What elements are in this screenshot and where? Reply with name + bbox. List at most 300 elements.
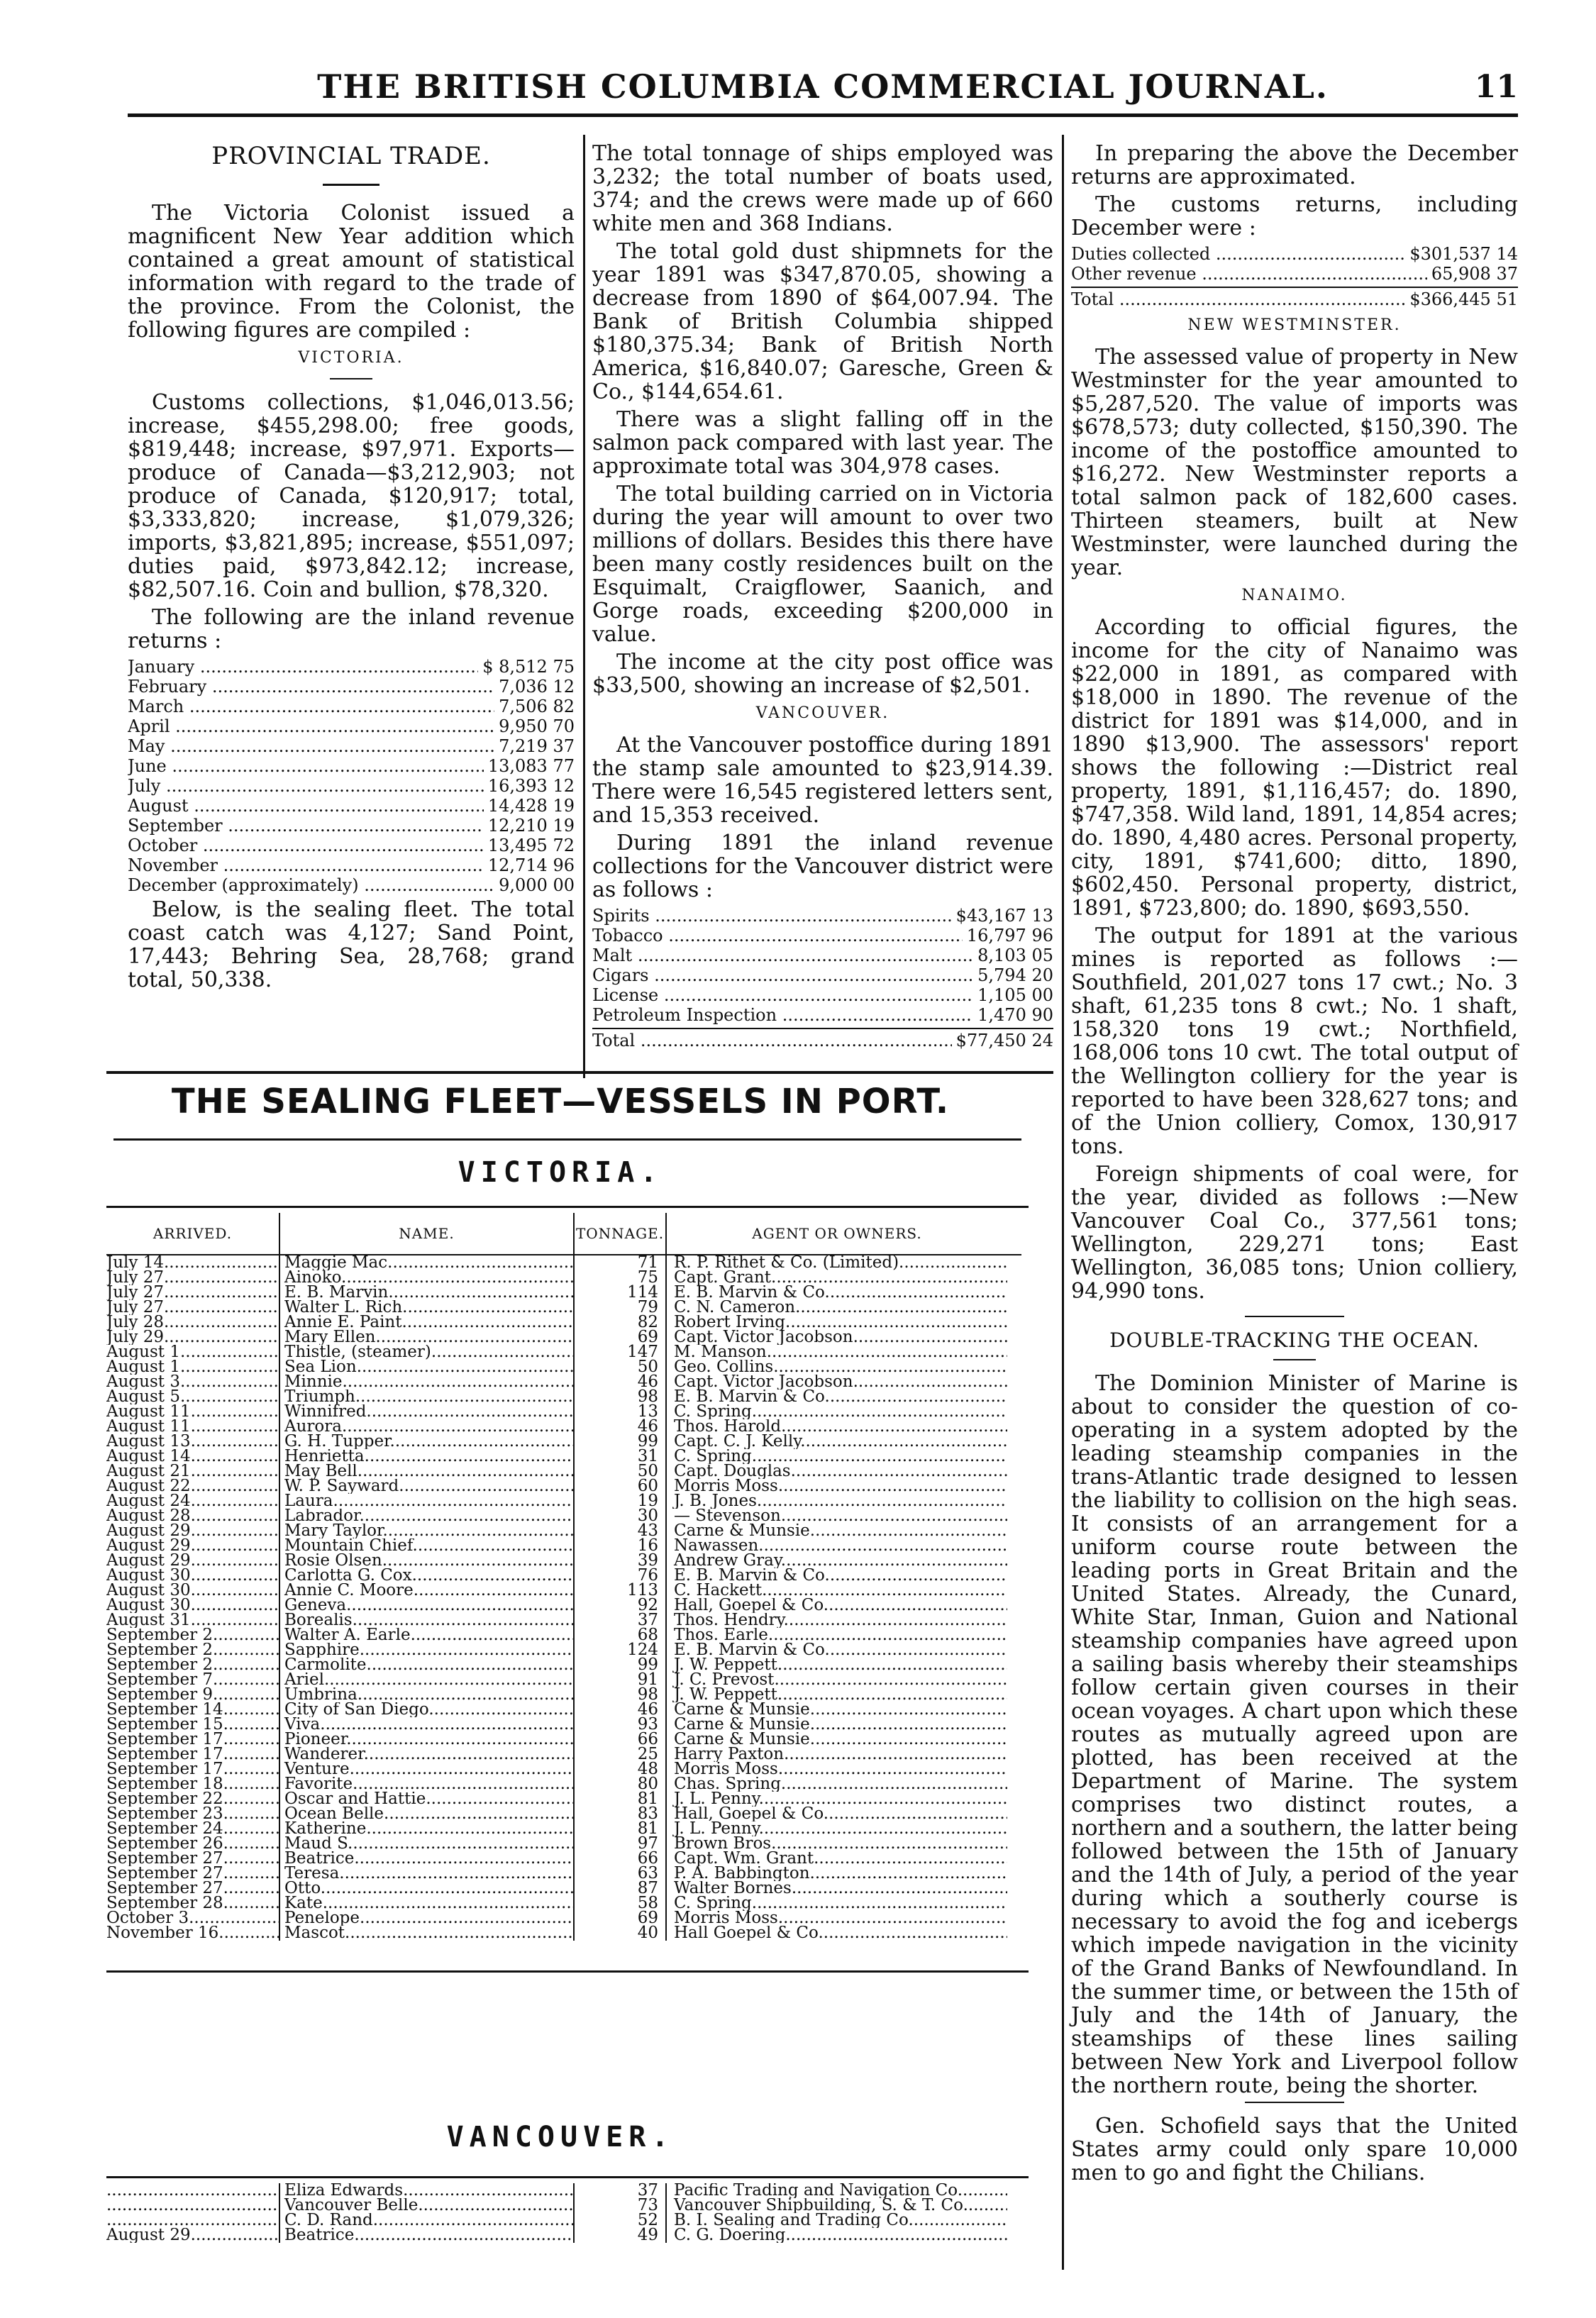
cell-arrived-text: July 27 ..... <box>106 1270 280 1285</box>
cell-agent-text: Morris Moss ..... <box>674 1479 1007 1494</box>
cell-agent-text: C. Spring ..... <box>674 1404 1007 1419</box>
cell-tonnage-text: 93 <box>637 1715 658 1734</box>
cell-vessel-name-text: Borealis ..... <box>284 1613 575 1628</box>
cell-agent <box>667 1851 1007 1866</box>
cell-arrived <box>106 1762 280 1777</box>
cell-tonnage-text: 99 <box>637 1656 658 1674</box>
cell-vessel-name-text: Maggie Mac ..... <box>284 1255 575 1270</box>
cell-arrived <box>106 1777 280 1792</box>
cell-vessel-name-text: Otto ..... <box>284 1881 575 1896</box>
cell-tonnage-text: 37 <box>637 1611 658 1629</box>
revenue-amount: 12,210 19 <box>487 816 575 836</box>
cell-tonnage-text: 98 <box>637 1685 658 1704</box>
vancouver-rows <box>106 2183 1021 2243</box>
cell-vessel-name <box>280 1881 575 1896</box>
cell-vessel-name <box>280 1821 575 1836</box>
cell-arrived-text: August 21 ..... <box>106 1464 280 1479</box>
cell-vessel-name-text: Mary Ellen ..... <box>284 1330 575 1345</box>
cell-vessel-name-text: Rosie Olsen ..... <box>284 1553 575 1568</box>
cell-agent-text: Nawassen ..... <box>674 1538 1007 1553</box>
cell-vessel-name <box>280 1851 575 1866</box>
cell-agent <box>667 1911 1007 1926</box>
table-row <box>106 1449 1021 1464</box>
cell-agent <box>667 1777 1007 1792</box>
cell-vessel-name-text: City of San Diego ..... <box>284 1702 575 1717</box>
cell-agent <box>667 1345 1007 1360</box>
cell-tonnage-text: 87 <box>637 1879 658 1897</box>
revenue-label: October ..... <box>128 836 484 855</box>
cell-arrived-text: July 27 ..... <box>106 1285 280 1300</box>
cell-arrived-text <box>106 2198 280 2213</box>
cell-arrived <box>106 1851 280 1866</box>
cell-vessel-name <box>280 2198 575 2213</box>
revenue-amount: 7,506 82 <box>499 697 575 716</box>
cell-arrived-text: August 13 ..... <box>106 1434 280 1449</box>
cell-agent <box>667 1553 1007 1568</box>
cell-arrived-text: July 28 ..... <box>106 1315 280 1330</box>
cell-agent-text: E. B. Marvin & Co. ..... <box>674 1643 1007 1658</box>
cell-tonnage-text: 50 <box>637 1462 658 1480</box>
victoria-label: VICTORIA. <box>458 1156 663 1189</box>
table-row <box>106 1553 1021 1568</box>
cell-agent <box>667 1866 1007 1881</box>
cell-arrived <box>106 1687 280 1702</box>
cell-agent <box>667 1807 1007 1821</box>
cell-vessel-name-text: Thistle, (steamer) ..... <box>284 1345 575 1360</box>
cell-tonnage-text: 43 <box>637 1521 658 1540</box>
cell-vessel-name-text: Winnifred ..... <box>284 1404 575 1419</box>
revenue-amount: 13,083 77 <box>487 756 575 776</box>
revenue-label: March ..... <box>128 697 494 716</box>
cell-arrived <box>106 1449 280 1464</box>
cell-arrived-text: September 18 ..... <box>106 1777 280 1792</box>
cell-vessel-name-text: Carlotta G. Cox ..... <box>284 1568 575 1583</box>
cell-arrived-text: August 3 ..... <box>106 1375 280 1390</box>
table-row <box>106 1762 1021 1777</box>
cell-arrived-text: August 31 ..... <box>106 1613 280 1628</box>
cell-vessel-name <box>280 1866 575 1881</box>
cell-arrived <box>106 1464 280 1479</box>
cell-agent-text: — Stevenson ..... <box>674 1509 1007 1524</box>
column-divider-1 <box>583 135 585 1078</box>
table-row <box>106 1360 1021 1375</box>
cell-tonnage-text: 30 <box>637 1507 658 1525</box>
cell-vessel-name <box>280 1494 575 1509</box>
cell-arrived-text: July 29 ..... <box>106 1330 280 1345</box>
cell-agent <box>667 1375 1007 1390</box>
cell-tonnage-text: 99 <box>637 1432 658 1451</box>
cell-agent-text: Pacific Trading and Navigation Co ..... <box>674 2183 1007 2198</box>
cell-agent-text: Vancouver Shipbuilding, S. & T. Co. ..... <box>674 2198 1007 2213</box>
column-header-name: NAME. <box>280 1213 575 1254</box>
table-row <box>106 1777 1021 1792</box>
cell-vessel-name <box>280 1434 575 1449</box>
cell-agent-text: Thos. Harold ..... <box>674 1419 1007 1434</box>
cell-arrived-text: October 3 ..... <box>106 1911 280 1926</box>
cell-vessel-name-text: Sapphire ..... <box>284 1643 575 1658</box>
revenue-label: January ..... <box>128 657 478 677</box>
table-row <box>106 1881 1021 1896</box>
table-row <box>106 1804 1021 1823</box>
revenue-row <box>592 906 1053 926</box>
cell-tonnage-text: 147 <box>627 1343 658 1361</box>
cell-arrived <box>106 1419 280 1434</box>
cell-vessel-name-text: Laura ..... <box>284 1494 575 1509</box>
revenue-label: September ..... <box>128 816 484 836</box>
cell-tonnage-text: 60 <box>637 1477 658 1495</box>
revenue-row <box>128 875 575 895</box>
cell-agent <box>667 1613 1007 1628</box>
cell-agent-text: Morris Moss ..... <box>674 1911 1007 1926</box>
table-row <box>106 1613 1021 1628</box>
cell-agent <box>667 2198 1007 2213</box>
cell-vessel-name <box>280 1911 575 1926</box>
paragraph: There was a slight falling off in the salmon pack compared with last year. The approximate total was 304,978 cases. <box>592 407 1053 479</box>
cell-agent <box>667 1673 1007 1687</box>
revenue-row <box>1071 244 1518 264</box>
cell-agent <box>667 1926 1007 1941</box>
cell-tonnage-text: 31 <box>637 1447 658 1465</box>
sealing-paragraph: Below, is the sealing fleet. The total coast catch was 4,127; Sand Point, 17,443; Behring Sea, 28,768; grand total, 50,338. <box>128 897 575 992</box>
article-separator <box>1245 2102 1344 2103</box>
table-row <box>106 1792 1021 1807</box>
cell-vessel-name <box>280 1896 575 1911</box>
cell-vessel-name-text: Mascot ..... <box>284 1926 575 1941</box>
table-row <box>106 1911 1021 1926</box>
cell-tonnage-text: 69 <box>637 1328 658 1346</box>
cell-tonnage <box>575 2228 667 2243</box>
cell-arrived-text: September 2 ..... <box>106 1643 280 1658</box>
victoria-fleet-table <box>106 1213 1021 1941</box>
table-row <box>106 2228 1021 2243</box>
cell-arrived-text: September 24 ..... <box>106 1821 280 1836</box>
cell-arrived-text <box>106 2183 280 2198</box>
cell-vessel-name-text: Mountain Chief ..... <box>284 1538 575 1553</box>
cell-vessel-name-text: Ariel ..... <box>284 1673 575 1687</box>
cell-vessel-name <box>280 1926 575 1941</box>
table-row <box>106 1434 1021 1449</box>
cell-vessel-name <box>280 1583 575 1598</box>
cell-vessel-name-text: Mary Taylor ..... <box>284 1524 575 1538</box>
cell-arrived-text: September 2 ..... <box>106 1658 280 1673</box>
victoria-paragraph: Customs collections, $1,046,013.56; increase, $455,298.00; free goods, $819,448; increase, $97,971. Exports—produce of Canada—$3,212,903; not produce of Canada, $120,917; total, $3,333,820; increase, $1,079,326; imports, $3,821,895; increase, $551,097; duties paid, $973,842.12; increase, $82,507.16. Coin and bullion, $78,320. <box>128 390 575 602</box>
cell-agent-text: Andrew Gray ..... <box>674 1553 1007 1568</box>
cell-vessel-name <box>280 2183 575 2198</box>
cell-agent <box>667 1285 1007 1300</box>
cell-arrived <box>106 1866 280 1881</box>
cell-agent-text: Capt. Grant ..... <box>674 1270 1007 1285</box>
cell-vessel-name <box>280 1762 575 1777</box>
cell-vessel-name-text: Umbrina ..... <box>284 1687 575 1702</box>
cell-vessel-name <box>280 1464 575 1479</box>
cell-agent-text: Brown Bros. ..... <box>674 1836 1007 1851</box>
cell-vessel-name <box>280 1807 575 1821</box>
section-heading-provincial-trade: PROVINCIAL TRADE. <box>211 142 491 170</box>
cell-arrived <box>106 2228 280 2243</box>
revenue-amount: 13,495 72 <box>487 836 575 855</box>
vancouver-label: VANCOUVER. <box>446 2121 675 2153</box>
total-label: Total ..... <box>1071 289 1405 309</box>
cell-vessel-name <box>280 1673 575 1687</box>
cell-agent <box>667 1821 1007 1836</box>
cell-agent <box>667 1449 1007 1464</box>
cell-arrived <box>106 1553 280 1568</box>
cell-tonnage-text: 40 <box>637 1924 658 1942</box>
revenue-row <box>592 985 1053 1005</box>
cell-vessel-name-text: Eliza Edwards ..... <box>284 2183 575 2198</box>
cell-agent-text: E. B. Marvin & Co. ..... <box>674 1568 1007 1583</box>
cell-agent <box>667 1762 1007 1777</box>
cell-agent-text: J. C. Prevost ..... <box>674 1673 1007 1687</box>
cell-arrived-text: September 9 ..... <box>106 1687 280 1702</box>
revenue-amount: $ 8,512 75 <box>482 657 575 677</box>
header-rule <box>128 113 1518 117</box>
table-row <box>106 1404 1021 1419</box>
paragraph: The total gold dust shipmnets for the year 1891 was $347,870.05, showing a decrease from 1890 of $64,007.94. The Bank of British Columbia shipped $180,375.34; Bank of British North America, $16,840.07; Garesche, Green & Co., $144,654.61. <box>592 239 1053 404</box>
cell-vessel-name <box>280 1404 575 1419</box>
cell-arrived <box>106 1285 280 1300</box>
cell-arrived-text: September 17 ..... <box>106 1732 280 1747</box>
revenue-amount: 16,393 12 <box>487 776 575 796</box>
cell-vessel-name <box>280 2213 575 2228</box>
paragraph: The customs returns, including December were : <box>1071 192 1518 240</box>
cell-vessel-name <box>280 1658 575 1673</box>
cell-tonnage-text: 46 <box>637 1372 658 1391</box>
cell-arrived <box>106 1911 280 1926</box>
revenue-label: Cigars ..... <box>592 965 973 985</box>
cell-vessel-name <box>280 1702 575 1717</box>
revenue-row <box>128 677 575 697</box>
cell-tonnage-text: 75 <box>637 1268 658 1287</box>
cell-agent <box>667 1836 1007 1851</box>
revenue-label: Petroleum Inspection ..... <box>592 1005 973 1025</box>
cell-arrived <box>106 1255 280 1270</box>
cell-vessel-name-text: Annie C. Moore ..... <box>284 1583 575 1598</box>
cell-tonnage-text: 48 <box>637 1760 658 1778</box>
table-row <box>106 2183 1021 2198</box>
cell-tonnage-text: 91 <box>637 1670 658 1689</box>
subheading-vancouver: VANCOUVER. <box>755 704 890 722</box>
cell-agent-text: Geo. Collins ..... <box>674 1360 1007 1375</box>
total-amount: $366,445 51 <box>1409 289 1518 309</box>
cell-agent-text: Carne & Munsie ..... <box>674 1732 1007 1747</box>
cell-arrived <box>106 1583 280 1598</box>
cell-arrived <box>106 1494 280 1509</box>
cell-tonnage-text: 58 <box>637 1894 658 1912</box>
cell-arrived <box>106 1807 280 1821</box>
cell-arrived <box>106 1270 280 1285</box>
cell-arrived <box>106 2198 280 2213</box>
revenue-label: May ..... <box>128 736 494 756</box>
cell-agent <box>667 1628 1007 1643</box>
column-header-agent: AGENT OR OWNERS. <box>752 1225 922 1242</box>
cell-vessel-name-text: Pioneer ..... <box>284 1732 575 1747</box>
customs-list <box>1071 244 1518 284</box>
paragraph: The income at the city post office was $33,500, showing an increase of $2,501. <box>592 650 1053 698</box>
table-row <box>106 1926 1021 1941</box>
table-row <box>106 1345 1021 1360</box>
cell-tonnage-text: 66 <box>637 1730 658 1748</box>
table-row <box>106 1851 1021 1866</box>
cell-tonnage-text: 81 <box>637 1819 658 1838</box>
cell-arrived <box>106 1702 280 1717</box>
cell-arrived <box>106 1881 280 1896</box>
revenue-row <box>128 736 575 756</box>
cell-vessel-name <box>280 1330 575 1345</box>
table-row <box>106 1896 1021 1911</box>
table-row <box>106 1687 1021 1702</box>
cell-agent-text: Hall, Goepel & Co. ..... <box>674 1598 1007 1613</box>
revenue-row <box>128 836 575 855</box>
heading-rule <box>1273 1359 1316 1360</box>
cell-arrived <box>106 1360 280 1375</box>
revenue-row <box>128 697 575 716</box>
cell-tonnage-text: 92 <box>637 1596 658 1614</box>
cell-vessel-name-text: Carmolite ..... <box>284 1658 575 1673</box>
cell-agent <box>667 1494 1007 1509</box>
fleet-top-rule <box>106 1071 1053 1074</box>
cell-vessel-name-text: Geneva ..... <box>284 1598 575 1613</box>
fleet-title-rule <box>113 1138 1021 1141</box>
cell-vessel-name-text: May Bell ..... <box>284 1464 575 1479</box>
revenue-label: August ..... <box>128 796 484 816</box>
revenue-row <box>128 816 575 836</box>
cell-arrived <box>106 1792 280 1807</box>
cell-arrived-text: September 17 ..... <box>106 1747 280 1762</box>
paragraph: At the Vancouver postoffice during 1891 the stamp sale amounted to $23,914.39. There were 16,545 registered letters sent, and 15,353 received. <box>592 733 1053 828</box>
cell-agent-text: C. Hackett ..... <box>674 1583 1007 1598</box>
revenue-amount: 16,797 96 <box>966 926 1053 946</box>
table-row <box>106 1479 1021 1494</box>
cell-tonnage-text: 49 <box>637 2226 658 2244</box>
cell-tonnage-text: 19 <box>637 1492 658 1510</box>
cell-tonnage-text: 50 <box>637 1358 658 1376</box>
table-row <box>106 1285 1021 1300</box>
cell-agent <box>667 2213 1007 2228</box>
cell-arrived-text: August 29 ..... <box>106 1538 280 1553</box>
cell-arrived-text: August 24 ..... <box>106 1494 280 1509</box>
cell-arrived <box>106 1434 280 1449</box>
cell-tonnage-text: 16 <box>637 1536 658 1555</box>
table-row <box>106 1866 1021 1881</box>
cell-arrived-text: July 14 ..... <box>106 1255 280 1270</box>
column-header-arrived: ARRIVED. <box>106 1213 280 1254</box>
cell-vessel-name <box>280 1300 575 1315</box>
cell-arrived <box>106 1509 280 1524</box>
table-row <box>106 1670 1021 1689</box>
cell-agent <box>667 1479 1007 1494</box>
cell-vessel-name <box>280 1836 575 1851</box>
cell-arrived-text: August 1 ..... <box>106 1360 280 1375</box>
table-header <box>106 1213 1021 1255</box>
cell-tonnage-text: 113 <box>627 1581 658 1599</box>
revenue-row <box>592 926 1053 946</box>
subheading-victoria: VICTORIA. <box>298 349 404 367</box>
cell-arrived-text: August 22 ..... <box>106 1479 280 1494</box>
cell-arrived <box>106 1896 280 1911</box>
subheading-rule <box>330 378 372 379</box>
vancouver-fleet-table <box>106 2183 1021 2243</box>
cell-agent <box>667 1538 1007 1553</box>
column-middle <box>592 142 1053 1050</box>
cell-vessel-name-text: Teresa ..... <box>284 1866 575 1881</box>
table-row <box>106 1717 1021 1732</box>
heading-rule <box>323 184 379 186</box>
revenue-row <box>128 716 575 736</box>
cell-vessel-name-text: Viva ..... <box>284 1717 575 1732</box>
cell-agent <box>667 1568 1007 1583</box>
revenue-amount: 65,908 37 <box>1431 264 1518 284</box>
cell-vessel-name <box>280 1687 575 1702</box>
cell-agent-text: J. L. Penny ..... <box>674 1821 1007 1836</box>
cell-agent <box>667 1658 1007 1673</box>
cell-arrived-text: September 27 ..... <box>106 1851 280 1866</box>
cell-vessel-name <box>280 1360 575 1375</box>
paragraph: The assessed value of property in New Westminster for the year amounted to $5,287,520. The value of imports was $678,573; duty collected, $150,390. The income of the postoffice amounted to $16,272. New Westminster reports a total salmon pack of 182,600 cases. Thirteen steamers, built at New Westminster, were launched during the year. <box>1071 345 1518 580</box>
table-row <box>106 1509 1021 1524</box>
cell-arrived <box>106 2183 280 2198</box>
cell-vessel-name-text: Aurora ..... <box>284 1419 575 1434</box>
cell-vessel-name-text: Annie E. Paint ..... <box>284 1315 575 1330</box>
cell-agent-text: Carne & Munsie ..... <box>674 1717 1007 1732</box>
cell-vessel-name-text: Triumph ..... <box>284 1390 575 1404</box>
cell-vessel-name-text: Ocean Belle ..... <box>284 1807 575 1821</box>
cell-vessel-name <box>280 1643 575 1658</box>
revenue-amount: 7,036 12 <box>499 677 575 697</box>
table-row <box>106 1315 1021 1330</box>
vancouver-label-rule <box>106 2176 1029 2178</box>
cell-vessel-name-text: Minnie ..... <box>284 1375 575 1390</box>
revenue-row <box>128 756 575 776</box>
table-row <box>106 1372 1021 1391</box>
fleet-title: THE SEALING FLEET—VESSELS IN PORT. <box>171 1082 950 1121</box>
cell-arrived-text: September 15 ..... <box>106 1717 280 1732</box>
victoria-rows <box>106 1255 1021 1941</box>
total-label: Total ..... <box>592 1031 952 1050</box>
cell-vessel-name-text: Walter L. Rich ..... <box>284 1300 575 1315</box>
table-row <box>106 1419 1021 1434</box>
cell-agent-text: R. P. Rithet & Co. (Limited) ..... <box>674 1255 1007 1270</box>
cell-agent <box>667 2183 1007 2198</box>
table-row <box>106 2198 1021 2213</box>
revenue-label: Spirits ..... <box>592 906 952 926</box>
cell-agent <box>667 1360 1007 1375</box>
cell-vessel-name-text: Wanderer ..... <box>284 1747 575 1762</box>
cell-agent <box>667 1792 1007 1807</box>
cell-arrived-text: September 27 ..... <box>106 1866 280 1881</box>
vancouver-revenue-list <box>592 906 1053 1025</box>
revenue-row <box>128 776 575 796</box>
cell-agent-text: Capt. Victor Jacobson ..... <box>674 1375 1007 1390</box>
cell-vessel-name <box>280 1509 575 1524</box>
cell-agent-text: E. B. Marvin & Co. ..... <box>674 1390 1007 1404</box>
cell-arrived-text: September 14 ..... <box>106 1702 280 1717</box>
cell-vessel-name-text: E. B. Marvin ..... <box>284 1285 575 1300</box>
cell-arrived <box>106 2213 280 2228</box>
cell-arrived-text: September 2 ..... <box>106 1628 280 1643</box>
cell-vessel-name <box>280 1628 575 1643</box>
intro-paragraph: The Victoria Colonist issued a magnificent New Year addition which contained a great amount of statistical information with regard to the trade of the province. From the Colonist, the following figures are compiled : <box>128 201 575 343</box>
cell-arrived <box>106 1821 280 1836</box>
revenue-amount: 7,219 37 <box>499 736 575 756</box>
section-heading-double-tracking: DOUBLE-TRACKING THE OCEAN. <box>1109 1329 1480 1352</box>
cell-vessel-name <box>280 1553 575 1568</box>
revenue-amount: 8,103 05 <box>977 946 1053 965</box>
cell-arrived-text: August 30 ..... <box>106 1568 280 1583</box>
revenue-amount: 1,470 90 <box>977 1005 1053 1025</box>
table-row <box>106 1658 1021 1673</box>
cell-arrived-text: August 11 ..... <box>106 1404 280 1419</box>
